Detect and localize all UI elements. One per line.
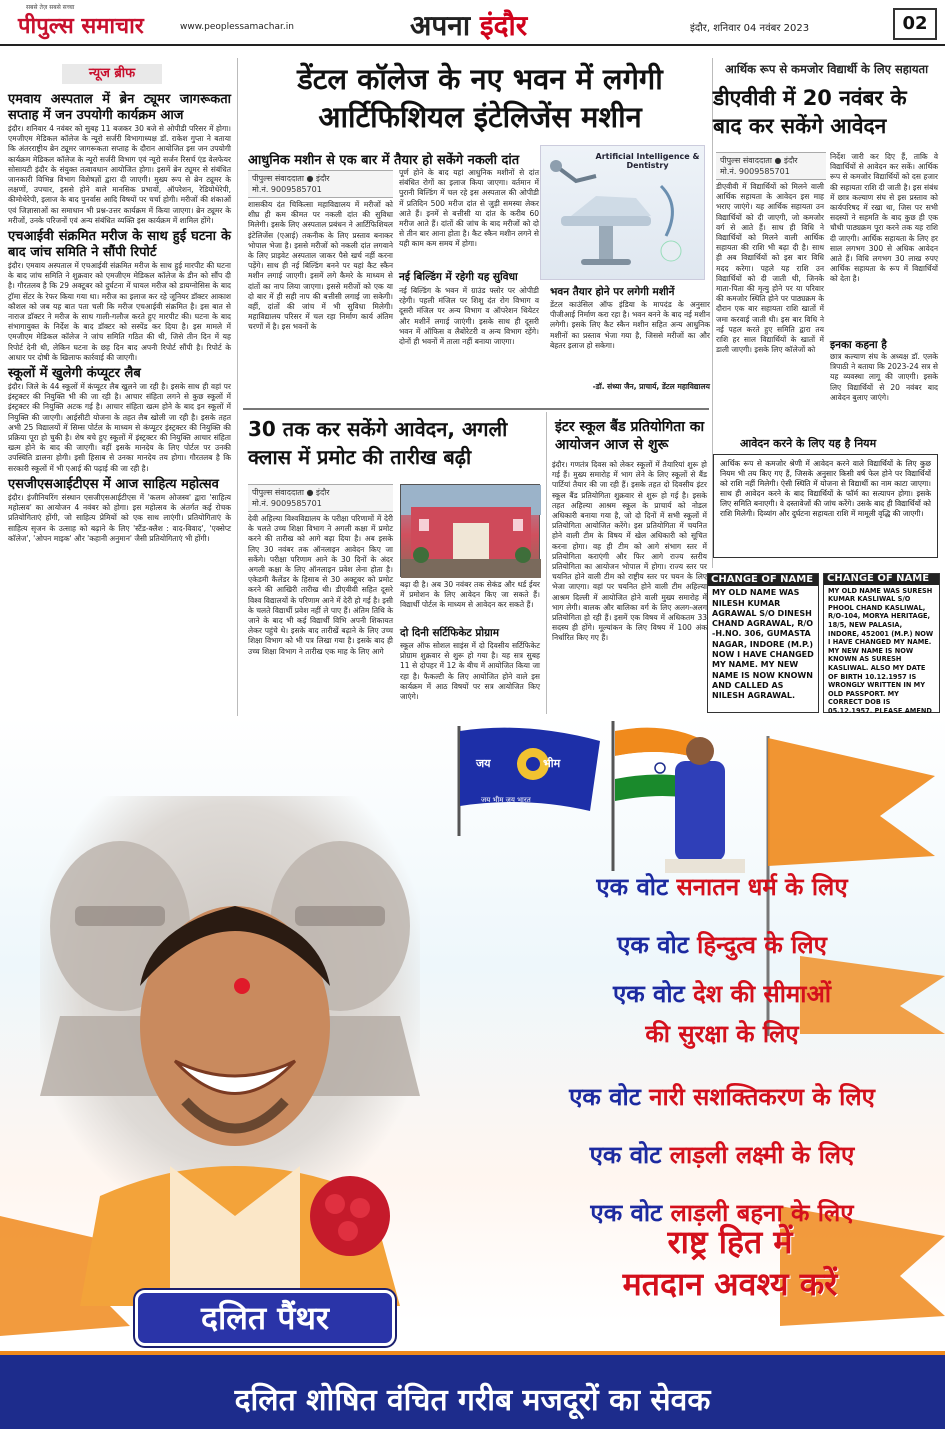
- call-line-2: मतदान अवश्य करें: [622, 1265, 838, 1303]
- slogan-prefix: एक वोट: [569, 1083, 650, 1111]
- byline-mobile: मो.नं. 9009585701: [252, 499, 322, 508]
- section-title-a: अपना: [410, 9, 480, 42]
- university-building-photo: [400, 484, 540, 577]
- slogan-prefix: एक वोट: [612, 980, 694, 1008]
- admission-inline-head: दो दिनी सर्टिफिकेट प्रोग्राम: [400, 627, 499, 639]
- lead-inline-head: नई बिल्डिंग में रहेगी यह सुविधा: [399, 271, 518, 283]
- column-divider: [546, 412, 547, 714]
- brief-headline: एचआईवी संक्रमित मरीज के साथ हुई घटना के बाद जांच समिति ने सौंपी रिपोर्ट: [8, 229, 231, 261]
- candidate-portrait-icon: [60, 836, 410, 1306]
- davv-say: छात्र कल्याण संघ के अध्यक्ष डॉ. एलके त्रिपाठी ने बताया कि 2023-24 सत्र से यह व्यवस्था लागू की जाएगी। इसके लिए विद्यार्थियों से 20 नवंबर बाद आवेदन बुलाए जाएंगे।: [830, 352, 938, 402]
- lead-col3-head: भवन तैयार होने पर लगेगी मशीनें: [550, 286, 675, 298]
- admission-col-1: देवी अहिल्या विश्वविद्यालय के परीक्षा परिणामों में देरी के चलते उच्च शिक्षा विभाग ने अगली कक्षा में प्रमोट करने की तारीख को आगे बढ़ा दिया है। अब इसके लिए 30 नवंबर तक ऑनलाइन आवेदन किए जा सकेंगे। परीक्षा परिणाम आने के 30 दिनों के अंदर अगली कक्षा के लिए ऑनलाइन प्रवेश लेना होता है। एकेडमी कैलेंडर के हिसाब से 30 अक्टूबर को प्रमोट करने की आखिरी तारीख थी। डीएवीवी सहित दूसरे विश्व विद्यालयों के परिणाम आने में देरी हो गई है। इसी के चलते विद्यार्थी प्रवेश नहीं ले पाए हैं। अंतिम तिथि के जाने के बाद भी कई विद्यार्थी विभि अपनी शिकायत लेकर पहुंचे थे। इसके बाद तारीखें बढ़ाने के लिए उच्च शिक्षा विभाग को भी पत्र लिखा गया है। इसके बाद ही उच्च शिक्षा विभाग ने तारीख एक माह के लिए आगे: [248, 514, 394, 656]
- building-photo-illustration: [401, 485, 541, 578]
- ad-call-to-action: [565, 1221, 895, 1305]
- davv-col-1: डीएवीवी में विद्यार्थियों को मिलने वाली आर्थिक सहायता के आवेदन इस माह भराए जाएंगे। यह आर्थिक सहायता उन विद्यार्थियों को दी जाएगी, जो कमजोर वर्ग से आते हैं। साथ ही विधि ने विद्यार्थियों को मिलने वाली आर्थिक सहायता की राशि भी बढ़ा दी है। साथ ही अब विद्यार्थियों को इस बार विधि मदद करेगा। पहले यह राशि उन विद्यार्थियों को दी जाती थी, जिनके माता-पिता की मृत्यु होने पर या परिवार की कमजोर स्थिति होने पर पाठ्यक्रम के दौरान एक बार सहायता राशि खातों में जमा करवाई जाती थी। इस बार विधि ने नई पहल करते हुए समिति द्वारा तय राशि हर साल विद्यार्थियों के खातों में डाली जाएगी। इसके लिए कॉलेजों को: [716, 182, 824, 355]
- davv-byline: पीपुल्स संवाददाता ● इंदौर मो.नं. 9009585701: [716, 152, 826, 180]
- brief-body: इंदौर। शनिवार 4 नवंबर को सुबह 11 बजकर 30 बजे से ओपीडी परिसर में होगा। एमजीएम मेडिकल कॉलेज के न्यूरो सर्जरी विभागाध्यक्ष डॉ. राकेश गुप्ता ने बताया कि अंतरराष्ट्रीय ब्रेन ट्यूमर जागरूकता सप्ताह के दौरान आयोजित इस जन उपयोगी कार्यक्रम मेडिकल कॉलेज के न्यूरो सर्जरी विभाग एवं न्यूरो सर्जन रिसर्च एंड वेलफेयर सोसायटी इंदौर के संयुक्त तत्वावधान आयोजित होगा। इसमें ब्रेन ट्यूमर से संबंधित जानकारी विभिन्न विभाग विशेषज्ञों द्वारा दी जाएगी। मुख्य रूप से ब्रेन ट्यूमर के लक्षणों, उपचार, इससे होने वाले मानसिक प्रभावों, ऑपरेशन, रेडियोथेरेपी, कीमोथेरेपी, इलाज के बाद पुनर्वास आदि विषयों पर चर्चा होगी। मरीजों की शंकाओं एवं जिज्ञासाओं का समाधान भी प्रश्न-उत्तर कार्यक्रम में किया जाएगा। ब्रेन ट्यूमर के मरीजों, उनके परिजनों एवं अन्य संबंधित व्यक्ति इस कार्यक्रम में शामिल होंगे।: [8, 124, 231, 225]
- lead-col-2b: नई बिल्डिंग के भवन में ग्राउंड फ्लोर पर ओपीडी रहेगी। पहली मंजिल पर शिशु दंत रोग विभाग व दूसरी मंजिल पर अन्य विभाग व ऑपरेशन थियेटर और मशीनें लगाई जाएंगी। इसके साथ ही दूसरी भवन में ऑफिस व लैबोरेटरी व अन्य विभाग रहेंगे। दोनों ही भवनों में ताला नहीं बनाया जाएगा।: [399, 286, 539, 347]
- lead-quote-by: -डॉ. संध्या जैन, प्राचार्य, डेंटल महाविद्यालय: [592, 382, 710, 391]
- lead-col-2: पूर्ण होने के बाद यहां आधुनिक मशीनों से दांत संबंधित रोगों का इलाज किया जाएगा। वर्तमान में पुरानी बिल्डिंग में चल रहे इस अस्पताल की ओपीडी में प्रतिदिन 500 मरीज दांत से जुड़ी समस्या लेकर आते हैं। इनमें से बत्तीसी या दांत के करीब 60 मरीज आते हैं। दांतों की जांच के बाद मरीजों को दो से तीन बार आना होता है। कैट स्कैन मशीन लगने से यही काम कम समय में होगा।: [399, 168, 539, 249]
- brief-headline: स्कूलों में खुलेगी कंप्यूटर लैब: [8, 366, 141, 382]
- jai-bheem-flag-icon: [455, 726, 605, 836]
- slogan-line: [512, 1014, 932, 1054]
- davv-rules-head: आवेदन करने के लिए यह है नियम: [740, 437, 877, 450]
- byline-name: पीपुल्स संवाददाता: [252, 174, 304, 183]
- interschool-body: इंदौर। गणतंत्र दिवस को लेकर स्कूलों में तैयारियां शुरू हो गई हैं। मुख्य समारोह में भाग लेने के लिए स्कूलों से बैंड पार्टियां तैयार की जा रही हैं। इसके तहत दो दिवसीय इंटर स्कूल बैंड प्रतियोगिता शुक्रवार से शुरू हो गई है। इसके तहत अहिल्या आश्रम स्कूल के प्राचार्य को नोडल अधिकारी बनाया गया है, जो दो दिनों में सभी स्कूलों में प्रतियोगिता आयोजित करेंगे। इस प्रतियोगिता में चयनित होने वाली टीम के विषय में खेल अधिकारी को सूचित करना होगा। वह ही टीम को आगे संभाग स्तर में प्रतियोगिता कराएंगी और फिर आगे राज्य स्तरीय प्रतियोगिता का आयोजन भोपाल में होगा। राज्य स्तर पर चयनित होने वाली टीम को राष्ट्रीय स्तर पर चयन के लिए भेजा जाएगा। वहां पर चयनित होने वाली टीम अहिल्या आश्रम दिल्ली में आयोजित होने वाली मुख्य समारोह में भाग लेगी। बालक और बालिका वर्ग के लिए अलग-अलग प्रतियोगिता हो रही हैं। इसमें एक विषय में अधिकतम 33 सदस्य ही होंगे। मूल्यांकन के लिए विषय में 100 अंक निर्धारित किए गए हैं।: [552, 460, 707, 643]
- byline-name: पीपुल्स संवाददाता: [720, 156, 772, 165]
- slogan-line: [512, 916, 932, 974]
- admission-col-2b: स्कूल ऑफ सोशल साइंस में दो दिवसीय सर्टिफिकेट प्रोग्राम शुक्रवार से शुरू हो गया है। यह सत्र सुबह 11 से दोपहर में 12 के बीच में आयोजित किया जा रहा है। फैकल्टी के लिए आयोजित होने वाले इस कार्यक्रम में आठ विषयों पर सत्र आयोजित किए जाएंगे।: [400, 641, 540, 702]
- slogan-text: नारी सशक्तिकरण के लिए: [649, 1083, 875, 1111]
- classified-title: CHANGE OF NAME: [824, 574, 939, 585]
- lead-byline: पीपुल्स संवाददाता ● इंदौर मो.नं. 9009585701: [248, 170, 393, 198]
- call-line-1: राष्ट्र हित में: [667, 1223, 793, 1261]
- brief-headline: एसजीएसआईटीएस में आज साहित्य महोत्सव: [8, 476, 219, 492]
- davv-say-head: इनका कहना है: [830, 339, 887, 351]
- page-footer: [0, 1430, 945, 1445]
- page-number: 02: [893, 8, 937, 40]
- brief-body: इंदौर। जिले के 44 स्कूलों में कंप्यूटर लैब खुलने जा रही है। इसके साथ ही वहां पर इंस्ट्रक्टर की नियुक्ति भी की जा रही है। आचार संहिता लगने से कुछ स्कूलों में इंस्ट्रक्टर की नियुक्ति अटक गई है। आचार संहिता खत्म होने के बाद इन स्कूलों में नियुक्ति की जाएगी। आईसीटी योजना के तहत लैब खोली जा रही है। इसके तहत अभी 25 विद्यालयों में सिम्स पोर्टल के माध्यम से कंप्यूटर इंस्ट्रक्टर की नियुक्ति की प्रक्रिया पूरा हो चुकी है। शेष बचे हुए स्कूलों में इंस्ट्रक्टर की नियुक्ति आचार संहिता खत्म होने के बाद की जाएगी। वहीं इसके मानदेय के लिए पोर्टल पर उनकी उपस्थिति डालना होगी। इसी हिसाब से उनका मानदेय तय होगा। गौरतलब है कि सरकारी स्कूलों में भी एआई की पढ़ाई की जा रही है।: [8, 382, 231, 473]
- logo-tagline: सबसे तेज़ सबसे सच्चा: [26, 4, 75, 11]
- admission-headline: 30 तक कर सकेंगे आवेदन, अगली क्लास में प्रमोट की तारीख बढ़ी: [248, 417, 508, 469]
- organisation-name-badge: दलित पैंथर: [135, 1290, 395, 1346]
- flag-text-small: जय भीम जय भारत: [481, 796, 531, 804]
- lead-subheadline: आधुनिक मशीन से एक बार में तैयार हो सकेंगे नकली दांत: [248, 153, 520, 168]
- slogan-prefix: एक वोट: [596, 873, 677, 901]
- brief-body: इंदौर। एमवाय अस्पताल में एचआईवी संक्रमित मरीज के साथ हुई मारपीट की घटना के बाद जांच समिति ने शुक्रवार को एमजीएम मेडिकल कॉलेज के डीन को सौंप दी है। गौरतलब है कि 29 अक्टूबर को दुर्घटना में घायल मरीज को डायग्नोसिस के बाद ट्रॉमा सेंटर के रेफर किया गया था। मरीज का इलाज कर रहे जूनियर डॉक्टर आकाश कौशल को जब यह बात पता चली कि मरीज एचआईवी संक्रमित है। इस बात से नाराज डॉक्टर ने मरीज के साथ गाली-गलौज करते हुए मारपीट की। घटना के बाद संभागायुक्त के निर्देश के बाद डॉक्टर को सस्पेंड कर दिया है। इस मामले में एमजीएम मेडिकल कॉलेज ने जांच समिति गठित की थी, जिसे तीन दिन में यह रिपोर्ट देनी थी, लेकिन घटना के छह दिन बाद अपनी रिपोर्ट सौंपी है। रिपोर्ट के आधार पर दोषी के खिलाफ कार्रवाई की जाएगी।: [8, 261, 231, 362]
- slogan-text: हिन्दुत्व के लिए: [697, 931, 827, 959]
- classified-title: CHANGE OF NAME: [708, 574, 818, 586]
- slogan-text: लाड़ली लक्ष्मी के लिए: [669, 1141, 855, 1169]
- slogan-text: लाड़ली बहना के लिए: [670, 1199, 854, 1227]
- admission-byline: पीपुल्स संवाददाता ● इंदौर मो.नं. 9009585701: [248, 484, 393, 512]
- davv-col-2: निर्देश जारी कर दिए हैं, ताकि वे विद्यार्थियों से आवेदन कर सकें। आर्थिक रूप से कमजोर विद्यार्थियों को दस हजार की सहायता राशि दी जाती है। इस संबंध में छात्र कल्याण संघ से इस प्रस्ताव को कार्यपरिषद में रखा था, जिस पर सभी सदस्यों ने सहमति के बाद कुछ ही एक चौथी पाठ्यक्रम पूरा करने तक यह राशि दी जाएगी। आर्थिक सहायता के लिए हर साल लगभग 300 से अधिक आवेदन आते हैं। विधि लगभग 30 लाख रुपए आर्थिक सहायता के रूप में विद्यार्थियों को देता है।: [830, 152, 938, 284]
- ai-image-title: Artificial Intelligence & Dentistry: [595, 152, 700, 170]
- classified-change-of-name: [823, 573, 940, 713]
- brief-headline: एमवाय अस्पताल में ब्रेन ट्यूमर जागरूकता सप्ताह में जन उपयोगी कार्यक्रम आज: [8, 92, 231, 123]
- section-title: [410, 6, 527, 44]
- slogan-prefix: एक वोट: [617, 931, 698, 959]
- lead-col-3: डेंटल काउंसिल ऑफ इंडिया के मापदंड के अनुसार पीजीआई निर्माण करा रहा है। भवन बनने के बाद नई मशीन लगेगी। इसके लिए कैट स्कैन मशीन सहित अन्य आधुनिक मशीनों का प्रस्ताव भेजा गया है, जिससे मरीजों का और बेहतर इलाज हो सकेगा।: [550, 300, 710, 350]
- byline-city: इंदौर: [316, 174, 330, 183]
- slogan-text: देश की सीमाओं: [693, 980, 832, 1008]
- ad-slogans: [512, 858, 932, 1242]
- davv-kicker: आर्थिक रूप से कमजोर विद्यार्थी के लिए सहायता: [725, 62, 929, 76]
- statue-with-tricolour-icon: [605, 721, 765, 876]
- flag-text-bheem: भीम: [543, 757, 561, 770]
- story-divider: [243, 408, 709, 410]
- section-title-b: इंदौर: [479, 9, 528, 42]
- slogan-text: सनातन धर्म के लिए: [676, 873, 848, 901]
- davv-headline: डीएवीवी में 20 नवंबर के बाद कर सकेंगे आवेदन: [713, 86, 907, 138]
- dateline: इंदौर, शनिवार 04 नवंबर 2023: [690, 23, 810, 34]
- newspaper-logo: पीपुल्स समाचार: [18, 14, 144, 39]
- news-brief-label: न्यूज ब्रीफ: [62, 64, 162, 84]
- byline-mobile: मो.नं. 9009585701: [720, 167, 790, 176]
- ad-tagline: दलित शोषित वंचित गरीब मजदूरों का सेवक: [234, 1383, 711, 1418]
- news-brief-column: [8, 92, 231, 717]
- flag-text-jai: जय: [476, 757, 491, 770]
- lead-headline: डेंटल कॉलेज के नए भवन में लगेगी आर्टिफिशियल इंटेलिजेंस मशीन: [297, 62, 663, 134]
- lead-col-1: शासकीय दंत चिकित्सा महाविद्यालय में मरीजों को शीघ्र ही कम कीमत पर नकली दांत की सुविधा मिलेगी। इसके लिए अस्पताल प्रबंधन ने आर्टिफिशियल इंटेलिजेंस (एआई) तकनीक के लिए प्रस्ताव बनाकर भोपाल भेजा है। इससे मरीजों को नकली दांत लगवाने के लिए प्राइवेट अस्पताल जाकर पैसे खर्च नहीं करना पड़ेंगे। साथ ही नई बिल्डिंग बनने पर यहां कैट स्कैन मशीन लगाई जाएगी। इसमें लगे कैमरे के माध्यम से दांतों का नाप लिया जाएगा। इससे मरीजों को एक या दो बार में ही सही नाप की बत्तीसी लगाई जा सकेगी। वहीं, दांतों की जांच में भी सुविधा मिलेगी। महाविद्यालय परिसर में चल रहा निर्माण कार्य अंतिम चरणों में है। इस भवनों के: [248, 200, 393, 332]
- slogan-line: [512, 858, 932, 916]
- byline-city: इंदौर: [316, 488, 330, 497]
- brief-body: इंदौर। इंजीनियरिंग संस्थान एसजीएसआईटीएस में 'कलम ओजस्व' द्वारा 'साहित्य महोत्सव' का आयोजन 4 नवंबर को होगा। इस महोत्सव के अंतर्गत कई रोचक प्रतियोगिताएं होंगी, जो साहित्य प्रेमियों को एक साथ लाएंगी। प्रतियोगिताएं के साहित्य सृजन के उत्साह को बढ़ाने के लिए 'स्टैंड-क्लैश : वाद-विवाद', 'एक्सेप्ट कॉलेज', 'ओपन माइक' और 'कहानी अनुमान' जैसी प्रतियोगिताएं भी होंगी।: [8, 492, 231, 543]
- slogan-text: की सुरक्षा के लिए: [645, 1020, 799, 1048]
- column-divider: [237, 58, 238, 716]
- byline-name: पीपुल्स संवाददाता: [252, 488, 304, 497]
- admission-col-2: बढ़ा दी है। अब 30 नवंबर तक सेकंड और थर्ड ईयर में प्रमोशन के लिए आवेदन किए जा सकते हैं। विद्यार्थी पोर्टल के माध्यम से आवेदन कर सकते हैं।: [400, 580, 540, 610]
- slogan-line: [512, 1126, 932, 1184]
- slogan-line: [512, 1068, 932, 1126]
- classified-body: MY OLD NAME WAS NILESH KUMAR AGRAWAL S/O DINESH CHAND AGRAWAL, R/O -H.NO. 306, GUMASTA NAGAR, INDORE (M.P.) NOW I HAVE CHANGED MY NAME. MY NEW NAME IS NOW KNOWN AND CALLED AS NILESH AGRAWAL.: [712, 588, 814, 701]
- byline-city: इंदौर: [784, 156, 798, 165]
- political-advertisement: [0, 716, 945, 1429]
- classified-body: MY OLD NAME WAS SURESH KUMAR KASLIWAL S/O PHOOL CHAND KASLIWAL, R/O-104, MORYA HERITAGE, 18/5, NEW PALASIA, INDORE, 452001 (M.P.) NOW I HAVE CHANGED MY NAME. MY NEW NAME IS NOW KNOWN AS SURESH KASLIWAL. ALSO MY DATE OF BIRTH 10.12.1957 IS WRONGLY WRITTEN IN MY OLD PASSPORT. MY CORRECT DOB IS 05.12.1957. PLEASE AMEND: [828, 586, 934, 715]
- slogan-line: [512, 974, 932, 1014]
- interschool-headline: इंटर स्कूल बैंड प्रतियोगिता का आयोजन आज से शुरू: [555, 419, 705, 453]
- classified-change-of-name: [707, 573, 819, 713]
- davv-rules-box: आर्थिक रूप से कमजोर श्रेणी में आवेदन करने वाले विद्यार्थियों के लिए कुछ नियम भी तय किए गए हैं, जिसके अनुसार किसी वर्ष फेल होने पर विद्यार्थियों को राशि नहीं मिलेगी। ऐसी स्थिति में योजना से विद्यार्थी का नाम काटा जाएगा। साथ ही आवेदन करने के बाद विद्यार्थियों के फॉर्म का सत्यापन होगा। इसके लिए समिति बनाएगी। वे दस्तावेजों की जांच करेंगे। उसके बाद ही विद्यार्थियों को राशि मिलेगी। दिव्यांग और दुर्घटना सहायता राशि में मामूली वृद्धि की जाएगी।: [713, 454, 938, 558]
- byline-mobile: मो.नं. 9009585701: [252, 185, 322, 194]
- website-url[interactable]: www.peoplessamachar.in: [180, 22, 294, 32]
- slogan-prefix: एक वोट: [589, 1141, 670, 1169]
- slogan-prefix: एक वोट: [590, 1199, 671, 1227]
